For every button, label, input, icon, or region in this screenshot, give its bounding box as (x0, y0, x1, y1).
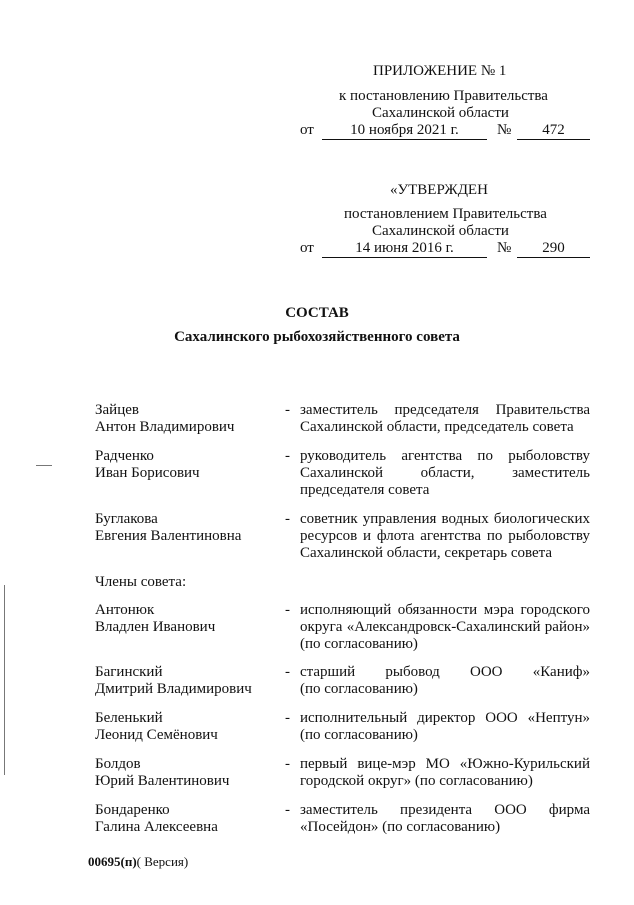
approved-number: 290 (517, 240, 590, 258)
member-role: руководитель агентства по рыболовству Сахалинской области, заместитель председателя совета (300, 448, 590, 498)
member-role: заместитель президента ООО фирма «Посейдон» (по согласованию) (300, 802, 590, 835)
member-role: исполняющий обязанности мэра городского округа «Александровск-Сахалинский район» (по согласованию) (300, 602, 590, 652)
dash-separator: - (285, 756, 290, 772)
dash-separator: - (285, 664, 290, 680)
approved-line-1: постановлением Правительства (344, 206, 547, 222)
member-name: Болдов Юрий Валентинович (95, 756, 230, 789)
member-name: Радченко Иван Борисович (95, 448, 200, 481)
dash-separator: - (285, 802, 290, 818)
approved-from-label: от (300, 240, 314, 256)
member-name: Буглакова Евгения Валентиновна (95, 511, 242, 544)
member-role: советник управления водных биологических ресурсов и флота агентства по рыболовству Сахалинской области, секретарь совета (300, 511, 590, 561)
approved-number-label: № (497, 240, 512, 256)
dash-separator: - (285, 448, 290, 464)
dash-separator: - (285, 402, 290, 418)
member-role: старший рыбовод ООО «Каниф» (по согласованию) (300, 664, 590, 697)
document-subtitle: Сахалинского рыбохозяйственного совета (174, 329, 460, 345)
scan-dash-mark (36, 465, 52, 466)
appendix-number-label: № (497, 122, 512, 138)
member-role: исполнительный директор ООО «Нептун» (по согласованию) (300, 710, 590, 743)
member-name: Бондаренко Галина Алексеевна (95, 802, 218, 835)
member-name: Беленький Леонид Семёнович (95, 710, 218, 743)
appendix-from-label: от (300, 122, 314, 138)
appendix-line-2: Сахалинской области (372, 105, 509, 121)
approved-title: «УТВЕРЖДЕН (390, 182, 488, 198)
approved-date: 14 июня 2016 г. (322, 240, 487, 258)
approved-line-2: Сахалинской области (372, 223, 509, 239)
document-footer (88, 853, 188, 870)
appendix-line-1: к постановлению Правительства (339, 88, 548, 104)
appendix-date: 10 ноября 2021 г. (322, 122, 487, 140)
member-role: первый вице-мэр МО «Южно-Курильский городской округ» (по согласованию) (300, 756, 590, 789)
member-role: заместитель председателя Правительства Сахалинской области, председатель совета (300, 402, 590, 435)
document-code: 00695(п) (88, 854, 137, 869)
member-name: Антонюк Владлен Иванович (95, 602, 216, 635)
document-version: ( Версия) (136, 854, 189, 869)
document-title: СОСТАВ (285, 305, 349, 321)
scan-edge-mark (4, 585, 5, 775)
dash-separator: - (285, 511, 290, 527)
member-name: Зайцев Антон Владимирович (95, 402, 235, 435)
member-name: Багинский Дмитрий Владимирович (95, 664, 252, 697)
appendix-title: ПРИЛОЖЕНИЕ № 1 (373, 63, 507, 79)
dash-separator: - (285, 602, 290, 618)
dash-separator: - (285, 710, 290, 726)
appendix-number: 472 (517, 122, 590, 140)
members-label: Члены совета: (95, 574, 187, 590)
